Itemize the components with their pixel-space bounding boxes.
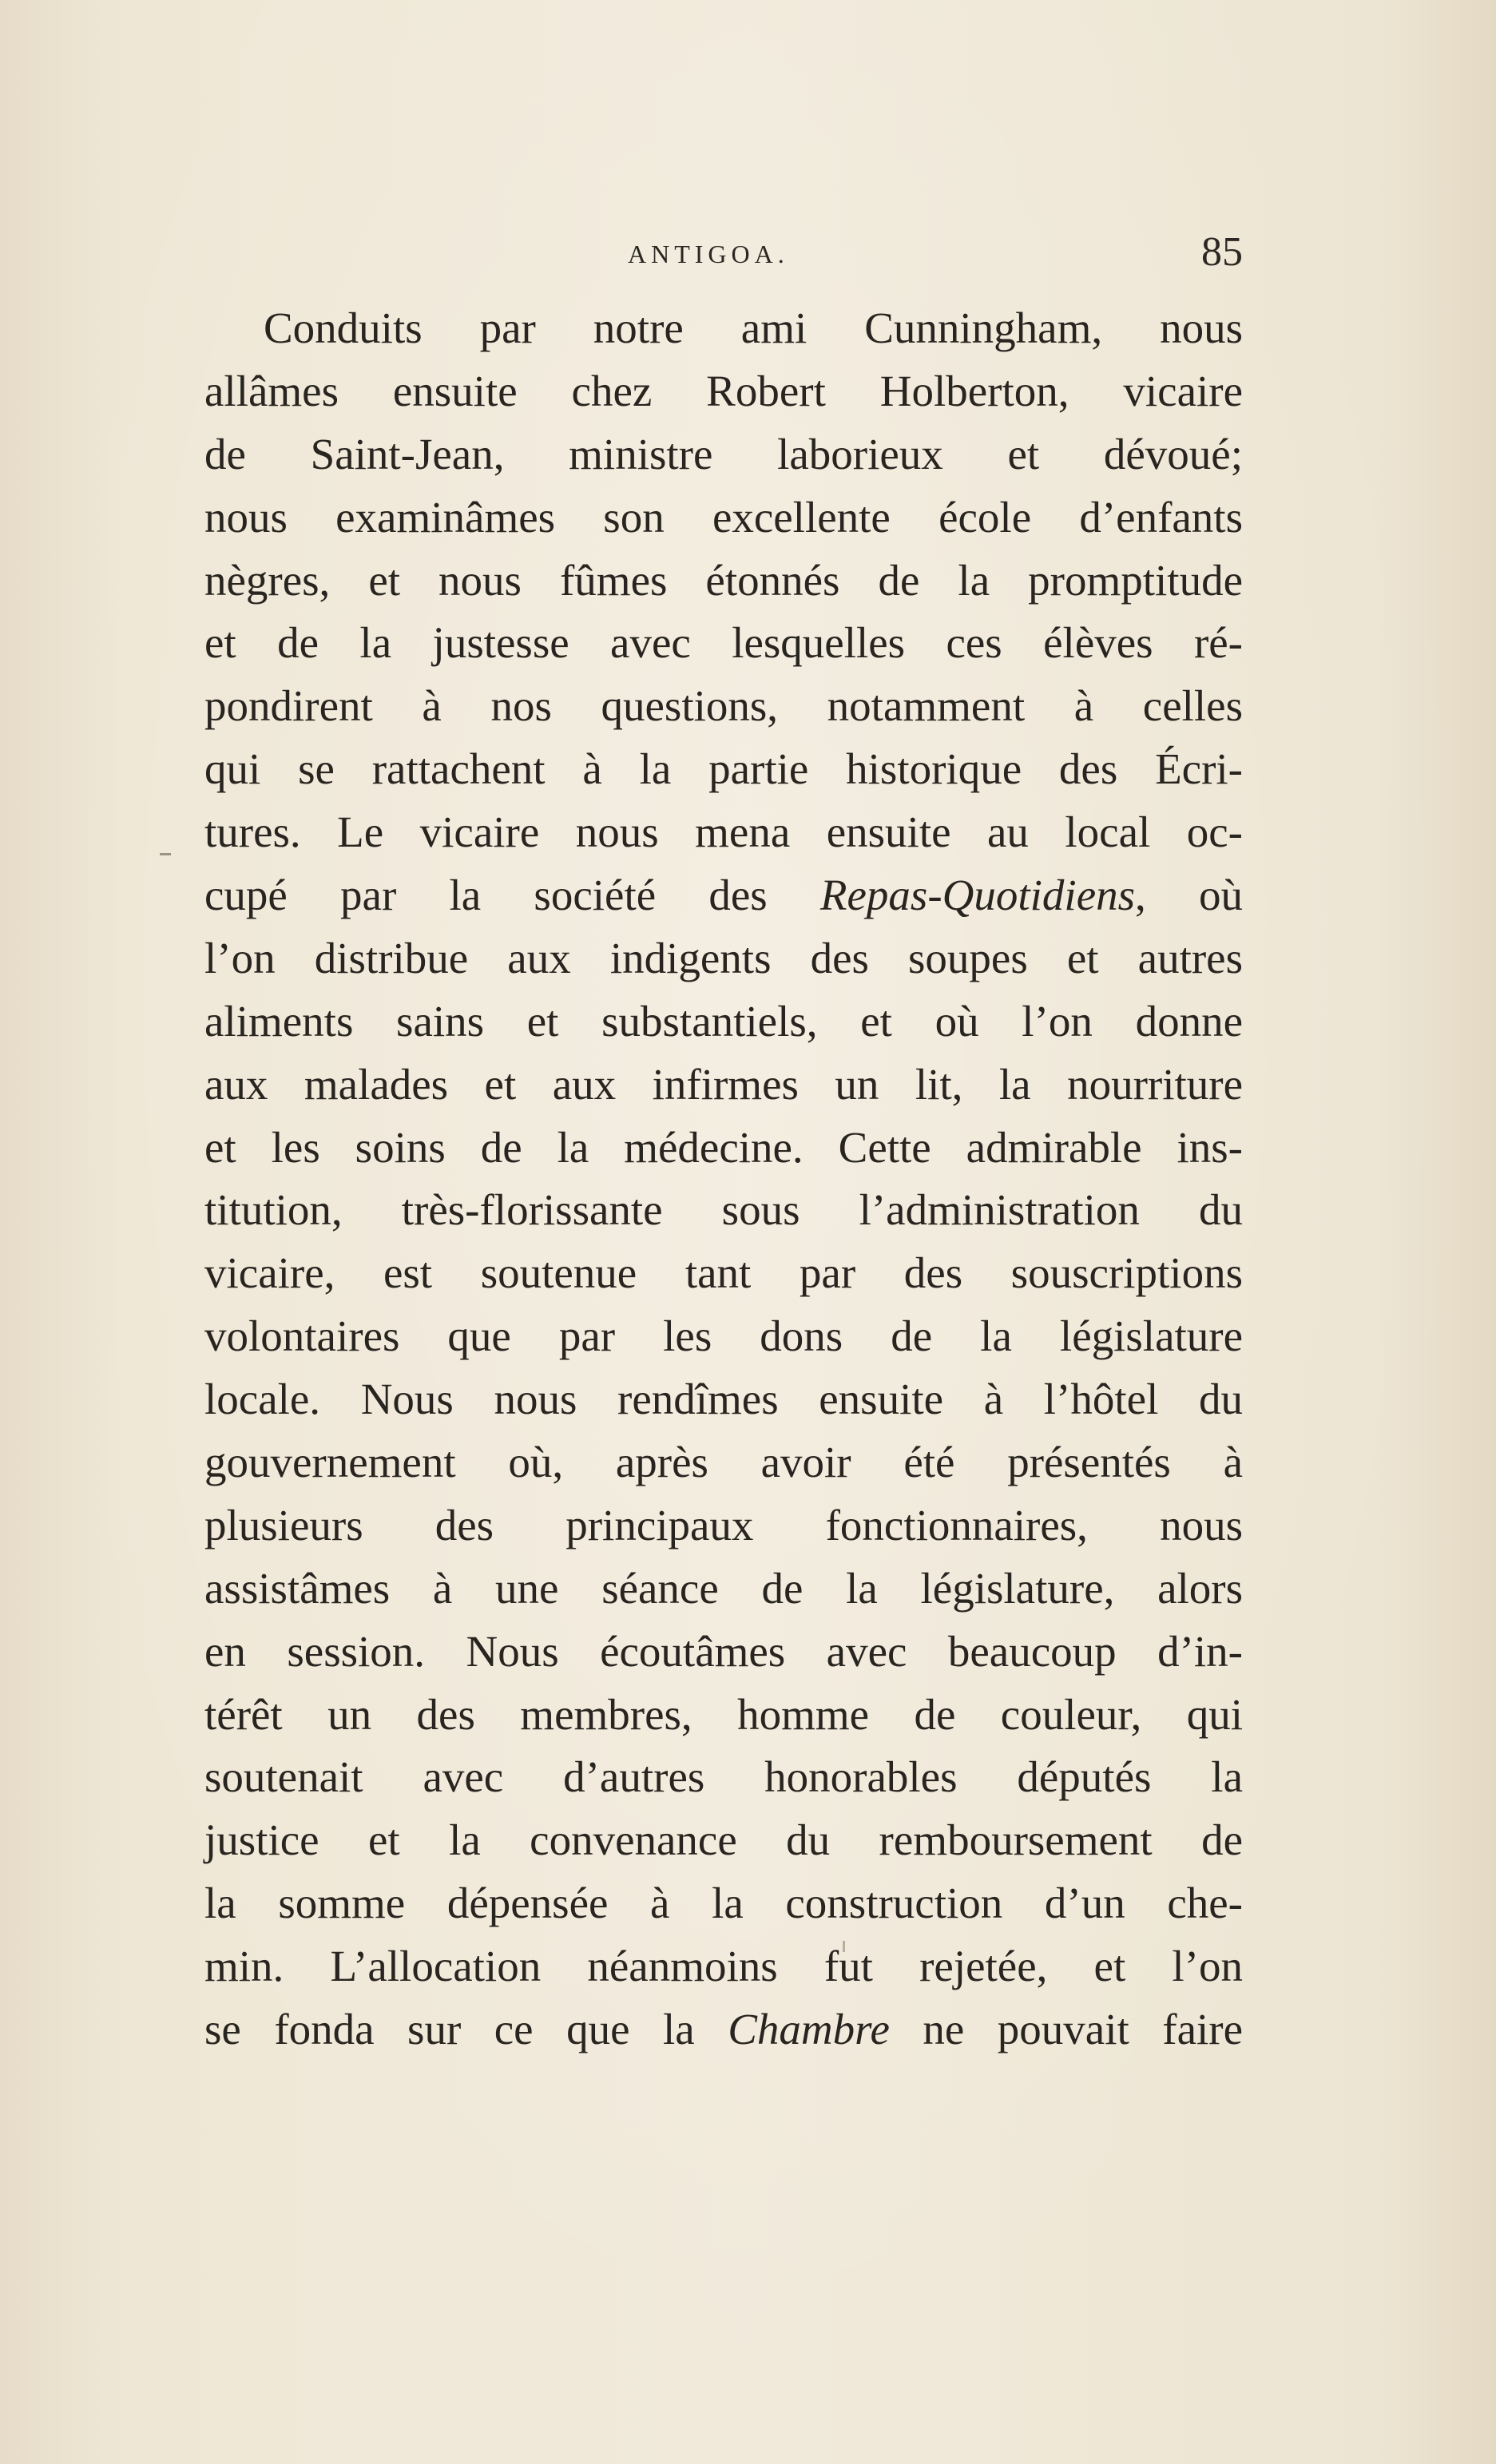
text-line: locale. Nous nous rendîmes ensuite à l’hôtel du bbox=[204, 1375, 1243, 1424]
text-line: la somme dépensée à la construction d’un che- bbox=[204, 1879, 1243, 1928]
text-line: volontaires que par les dons de la législature bbox=[204, 1311, 1243, 1361]
text-line: aliments sains et substantiels, et où l’on donne bbox=[204, 996, 1243, 1046]
text-segment: , où bbox=[1135, 871, 1243, 920]
text-segment: ne pouvait faire bbox=[889, 2005, 1243, 2054]
page-number: 85 bbox=[1201, 229, 1243, 275]
text-line: Conduits par notre ami Cunningham, nous bbox=[264, 304, 1243, 352]
text-line: soutenait avec d’autres honorables députés la bbox=[204, 1752, 1243, 1802]
text-line: min. L’allocation néanmoins fut rejetée, et l’on bbox=[204, 1942, 1243, 1991]
page-header bbox=[204, 228, 1243, 276]
text-line: tures. Le vicaire nous mena ensuite au local oc- bbox=[204, 807, 1243, 857]
text-line: justice et la convenance du remboursement de bbox=[204, 1815, 1243, 1865]
text-line: térêt un des membres, homme de couleur, qui bbox=[204, 1689, 1243, 1739]
text-line: assistâmes à une séance de la législature, alors bbox=[204, 1563, 1243, 1613]
margin-mark bbox=[160, 853, 171, 855]
text-line: nègres, et nous fûmes étonnés de la promptitude bbox=[204, 555, 1243, 605]
body-text bbox=[204, 297, 1243, 2061]
text-line-with-italic bbox=[204, 1998, 1243, 2061]
text-line: en session. Nous écoutâmes avec beaucoup d’in- bbox=[204, 1626, 1243, 1676]
text-line: allâmes ensuite chez Robert Holberton, vicaire bbox=[204, 366, 1243, 415]
italic-term-chambre: Chambre bbox=[728, 2005, 890, 2054]
text-line-with-italic bbox=[204, 864, 1243, 927]
text-segment: se fonda sur ce que la bbox=[204, 2005, 728, 2054]
text-line: gouvernement où, après avoir été présentés à bbox=[204, 1438, 1243, 1487]
text-line: l’on distribue aux indigents des soupes et autres bbox=[204, 933, 1243, 982]
text-line: titution, très-florissante sous l’administration du bbox=[204, 1185, 1243, 1235]
text-line: et les soins de la médecine. Cette admirable ins- bbox=[204, 1122, 1243, 1172]
text-line: qui se rattachent à la partie historique des Écri- bbox=[204, 744, 1243, 794]
text-line: pondirent à nos questions, notamment à celles bbox=[204, 681, 1243, 731]
text-line: nous examinâmes son excellente école d’enfants bbox=[204, 492, 1243, 542]
text-line: de Saint-Jean, ministre laborieux et dévoué; bbox=[204, 429, 1243, 478]
text-segment: cupé par la société des bbox=[204, 871, 820, 920]
text-line: vicaire, est soutenue tant par des souscriptions bbox=[204, 1248, 1243, 1298]
italic-term-repas-quotidiens: Repas-Quotidiens bbox=[819, 871, 1136, 920]
running-head: ANTIGOA. bbox=[628, 240, 789, 268]
text-line: et de la justesse avec lesquelles ces élèves ré- bbox=[204, 618, 1243, 668]
text-line: aux malades et aux infirmes un lit, la nourriture bbox=[204, 1059, 1243, 1109]
text-line: plusieurs des principaux fonctionnaires, nous bbox=[204, 1500, 1243, 1549]
